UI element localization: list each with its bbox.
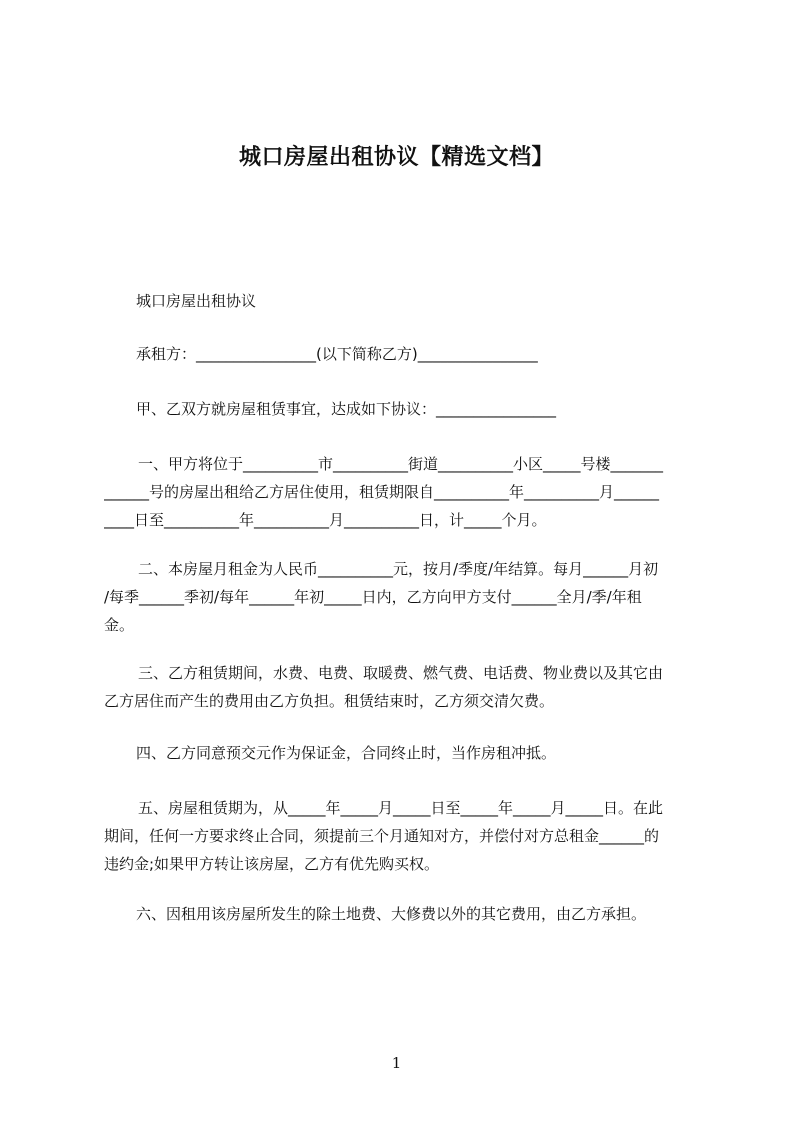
clause-3-line: 乙方居住而产生的费用由乙方负担。租赁结束时，乙方须交清欠费。 (104, 692, 555, 710)
contract-heading: 城口房屋出租协议 (136, 292, 257, 310)
clause-2-line: 金。 (104, 616, 135, 634)
clause-6-line: 六、因租用该房屋所发生的除土地费、大修费以外的其它费用，由乙方承担。 (136, 905, 647, 923)
clause-5-line: 违约金;如果甲方转让该房屋，乙方有优先购买权。 (104, 855, 440, 873)
page-number: 1 (391, 1054, 402, 1072)
clause-1-line: ______号的房屋出租给乙方居住使用，租赁期限自__________年__________月______ (104, 483, 660, 501)
clause-2-line: 二、本房屋月租金为人民币__________元，按月/季度/年结算。每月______月初 (138, 560, 659, 578)
clause-3-line: 三、乙方租赁期间，水费、电费、取暖费、燃气费、电话费、物业费以及其它由 (138, 664, 664, 682)
intro-line: 甲、乙双方就房屋租赁事宜，达成如下协议：________________ (136, 400, 557, 418)
clause-2-line: /每季______季初/每年______年初_____日内，乙方向甲方支付______全月/季/年租 (104, 588, 642, 606)
clause-5 (104, 794, 700, 878)
lessee-line: 承租方：________________(以下简称乙方)________________ (136, 345, 538, 363)
clause-1-line: 一、甲方将位于__________市__________街道__________小区_____号楼_______ (138, 455, 664, 473)
clause-1-line: ____日至__________年__________月__________日，计_____个月。 (104, 511, 547, 529)
clause-4 (104, 739, 700, 767)
clause-1 (104, 450, 700, 534)
clause-2 (104, 555, 700, 639)
page-title: 城口房屋出租协议【精选文档】 (238, 145, 554, 170)
clause-5-line: 期间，任何一方要求终止合同，须提前三个月通知对方，并偿付对方总租金______的 (104, 827, 660, 845)
clause-5-line: 五、房屋租赁期为，从_____年_____月_____日至_____年_____月_____日。在此 (138, 799, 664, 817)
clause-3 (104, 659, 700, 715)
clause-6 (104, 900, 700, 928)
clause-4-line: 四、乙方同意预交元作为保证金，合同终止时，当作房租冲抵。 (136, 744, 557, 762)
